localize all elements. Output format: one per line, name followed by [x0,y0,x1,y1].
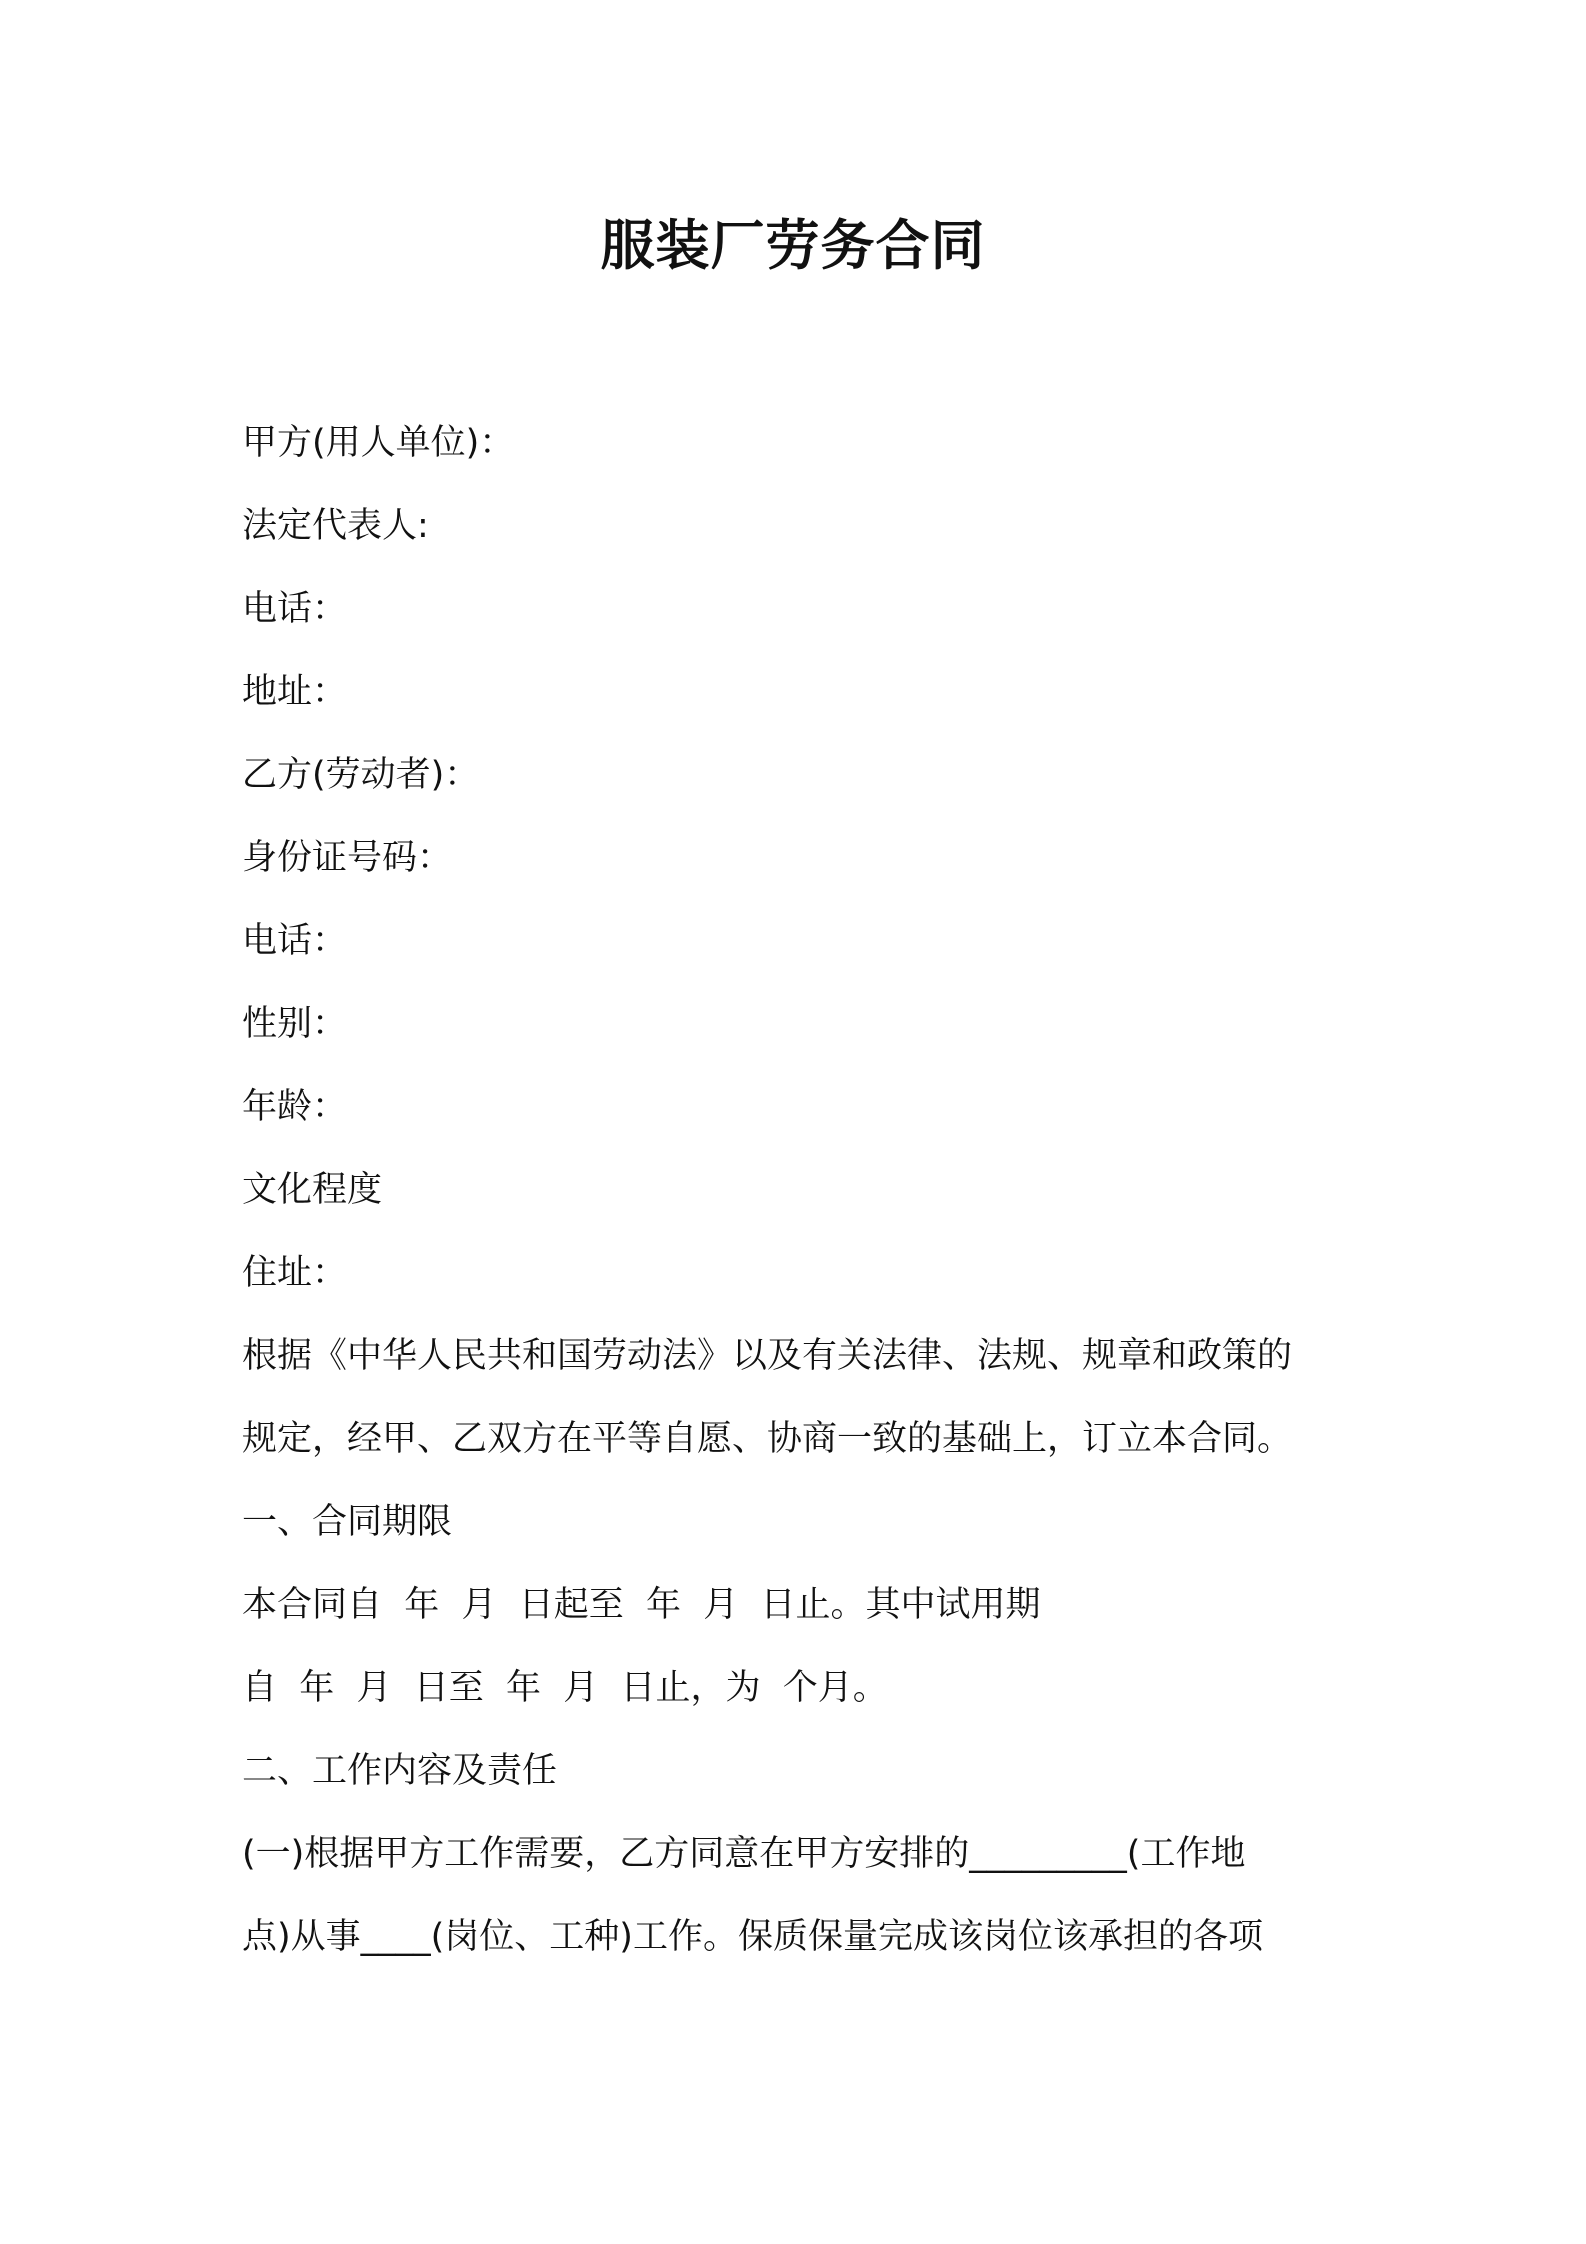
field-residence: 住址： [242,1253,348,1293]
clause-line: 点)从事____(岗位、工种)工作。保质保量完成该岗位该承担的各项 [242,1917,1263,1957]
field-party-a-phone: 电话： [242,589,348,629]
clause-line: 自 年 月 日至 年 月 日止，为 个月。 [242,1668,888,1708]
clause-line: 本合同自 年 月 日起至 年 月 日止。其中试用期 [242,1585,1041,1625]
document-title: 服装厂劳务合同 [600,214,986,277]
field-party-b-phone: 电话： [242,921,348,961]
preamble-line: 根据《中华人民共和国劳动法》以及有关法律、法规、规章和政策的 [242,1336,1293,1376]
preamble-line: 规定，经甲、乙双方在平等自愿、协商一致的基础上，订立本合同。 [242,1419,1293,1459]
field-education: 文化程度 [242,1170,383,1210]
field-age: 年龄： [242,1087,348,1127]
field-gender: 性别： [242,1004,348,1044]
section-heading: 二、工作内容及责任 [242,1751,558,1791]
field-party-a-address: 地址： [242,672,348,712]
clause-line: (一)根据甲方工作需要，乙方同意在甲方安排的_________(工作地 [242,1834,1246,1874]
field-party-b: 乙方(劳动者)： [242,755,480,795]
field-party-a: 甲方(用人单位)： [242,423,515,463]
field-id-number: 身份证号码： [242,838,453,878]
document-body [242,402,1352,1979]
section-heading: 一、合同期限 [242,1502,453,1542]
field-legal-representative: 法定代表人: [242,506,429,546]
